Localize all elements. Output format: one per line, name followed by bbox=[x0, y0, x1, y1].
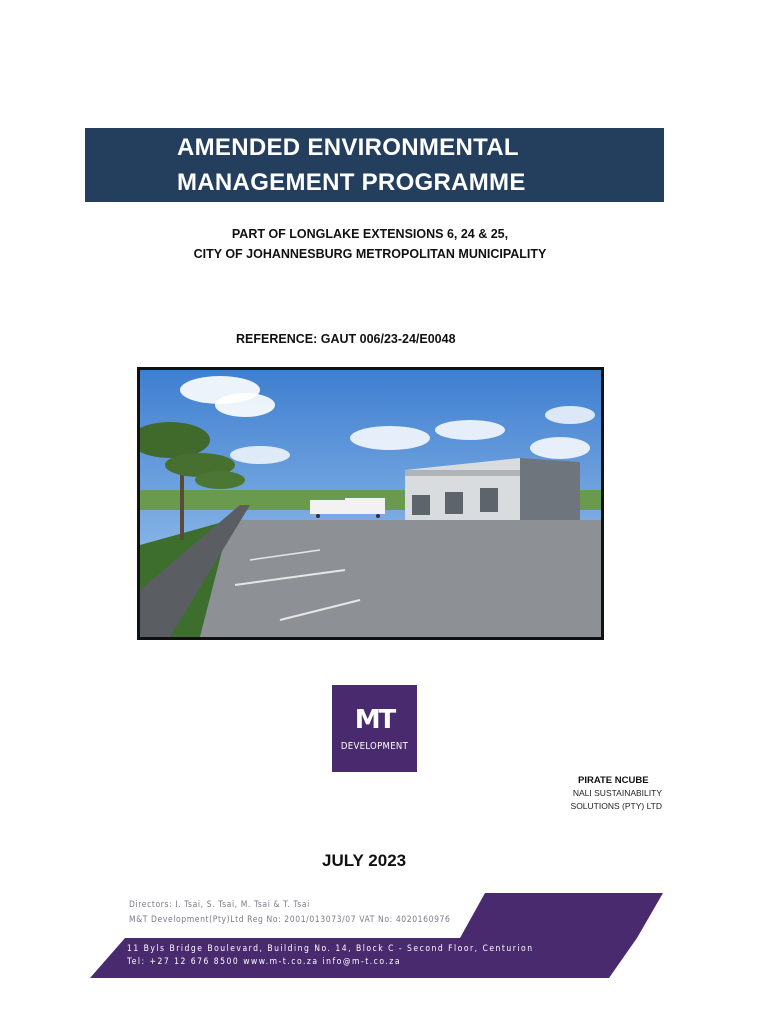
author-name: PIRATE NCUBE bbox=[578, 775, 649, 786]
reference-number: REFERENCE: GAUT 006/23-24/E0048 bbox=[236, 332, 456, 346]
cover-image bbox=[137, 367, 604, 640]
title-banner bbox=[85, 128, 664, 202]
company-logo bbox=[332, 685, 417, 772]
footer-address: 11 Byls Bridge Boulevard, Building No. 14, Block C - Second Floor, Centurion bbox=[127, 944, 534, 954]
document-date: JULY 2023 bbox=[322, 851, 407, 870]
subtitle-line-2: CITY OF JOHANNESBURG METROPOLITAN MUNICIPALITY bbox=[193, 247, 547, 261]
footer-contact: Tel: +27 12 676 8500 www.m-t.co.za info@m-t.co.za bbox=[127, 957, 402, 967]
footer-registration: M&T Development(Pty)Ltd Reg No: 2001/013073/07 VAT No: 4020160976 bbox=[129, 915, 451, 925]
logo-text: DEVELOPMENT bbox=[340, 741, 409, 752]
footer-directors: Directors: I. Tsai, S. Tsai, M. Tsai & T. Tsai bbox=[129, 900, 310, 910]
author-org-line-1: NALI SUSTAINABILITY bbox=[572, 788, 662, 798]
title-line-2: MANAGEMENT PROGRAMME bbox=[177, 169, 526, 196]
subtitle-line-1: PART OF LONGLAKE EXTENSIONS 6, 24 & 25, bbox=[231, 227, 509, 241]
logo-mark: MT bbox=[354, 705, 395, 735]
author-org-line-2: SOLUTIONS (PTY) LTD bbox=[570, 801, 662, 811]
title-line-1: AMENDED ENVIRONMENTAL bbox=[177, 134, 519, 161]
letterhead-footer bbox=[85, 890, 663, 982]
